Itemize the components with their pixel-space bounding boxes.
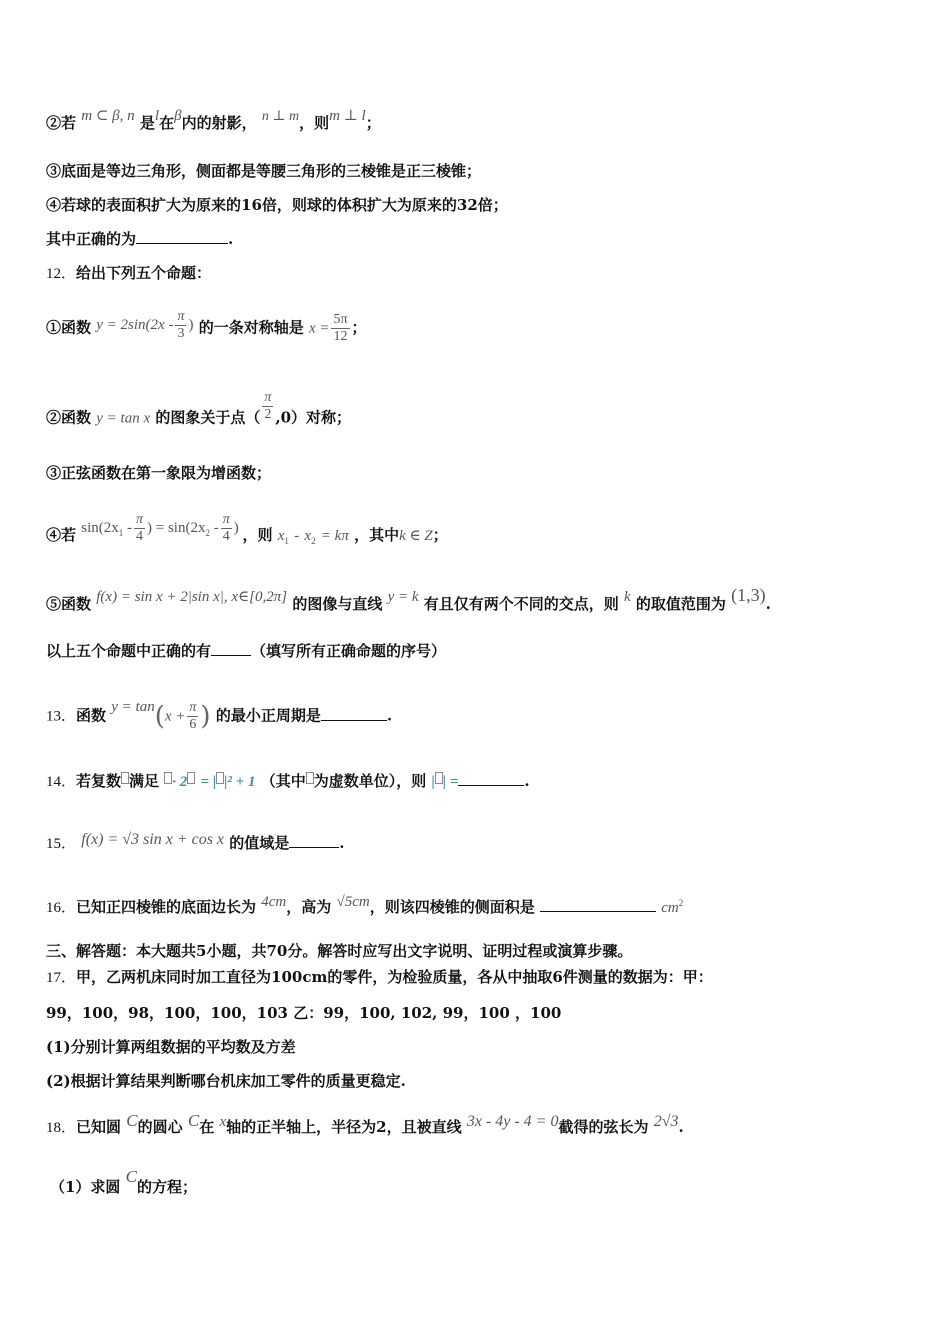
q12-intro: 12．给出下列五个命题： [46, 264, 212, 282]
correct-prompt: 其中正确的为 . [46, 230, 234, 248]
proposition-3: ③底面是等边三角形，侧面都是等腰三角形的三棱锥是正三棱锥； [46, 162, 482, 180]
q12-summary: 以上五个命题中正确的有 （填写所有正确命题的序号） [46, 642, 447, 660]
q13: 13．函数 y = tan(x + $\frac{\pi}{6}$ ) 的最小正周期是 . [46, 698, 393, 732]
answer-blank[interactable] [540, 897, 656, 912]
q14: 14．若复数 满足 · 2 = | |² + 1 （其中 为虚数单位），则 | | = . [46, 772, 530, 790]
q12-item-4: ④若 $\sin(2x_1$ - $\frac{\pi}{4}$ ) = $\sin(2x_2$ - $\frac{\pi}{4}$ ) ，则 $x_1 - x_2 = k\pi$ ，其中k ∈ Z； [46, 512, 448, 546]
q12-item-5: ⑤函数 f(x) = sin x + 2|sin x|, x∈[0,2π] 的图像与直线 y = k 有且仅有两个不同的交点，则 k 的取值范围为 (1,3). [46, 585, 771, 613]
answer-blank[interactable] [289, 833, 339, 848]
answer-blank[interactable] [321, 706, 387, 721]
q17-part-1: (1)分别计算两组数据的平均数及方差 [46, 1038, 296, 1056]
q18-part-1: （1）求圆 C的方程； [50, 1167, 198, 1196]
proposition-2: ②若 m ⊂ β, n 是l在β内的射影， n ⊥ m，则m ⊥ l； [46, 108, 381, 132]
answer-blank[interactable] [211, 641, 251, 656]
section-3-heading: 三、解答题：本大题共5小题，共70分。解答时应写出文字说明、证明过程或演算步骤。 [46, 942, 633, 960]
q17-data: 99，100，98，100，100，103 乙：99，100, 102, 99，100 ，100 [46, 1004, 562, 1022]
q15: 15． f(x) = √3 sin x + cos x 的值域是 . [46, 831, 345, 852]
answer-blank[interactable] [136, 229, 228, 244]
q17: 17．甲，乙两机床同时加工直径为100cm的零件，为检验质量，各从中抽取6件测量的数据为：甲： [46, 968, 713, 986]
q18: 18．已知圆 C的圆心 C在 x轴的正半轴上，半径为2，且被直线 3x - 4y - 4 = 0截得的弦长为 2√3. [46, 1111, 684, 1136]
q16: 16．已知正四棱锥的底面边长为 4cm，高为 √5cm，则该四棱锥的侧面积是 $cm^2$ [46, 894, 684, 916]
q12-item-1: ①函数 y = 2sin(2x - $\frac{\pi}{3}$ ) 的一条对称轴是 x = $\frac{5\pi}{12}$ ； [46, 308, 367, 344]
q12-item-3: ③正弦函数在第一象限为增函数； [46, 464, 272, 482]
q17-part-2: (2)根据计算结果判断哪台机床加工零件的质量更稳定. [46, 1072, 406, 1090]
proposition-4: ④若球的表面积扩大为原来的16倍，则球的体积扩大为原来的32倍； [46, 196, 508, 214]
q12-item-2: ②函数 y = tan x 的图象关于点（ $\frac{\pi}{2}$ ,0）对称； [46, 390, 352, 427]
answer-blank[interactable] [458, 771, 524, 786]
